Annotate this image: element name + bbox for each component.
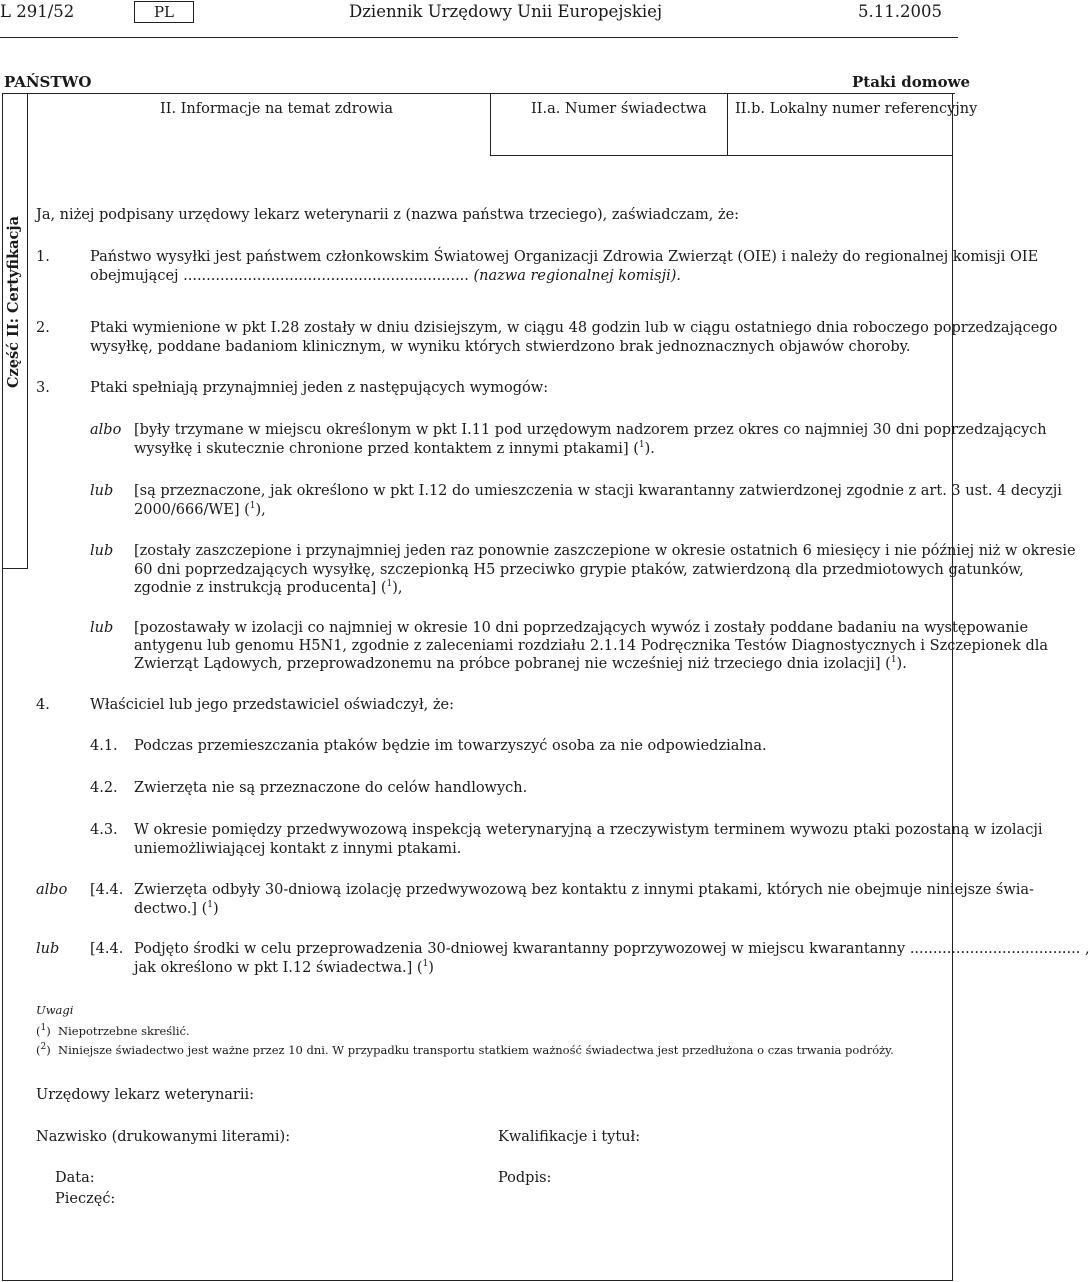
option-3-text: zgodnie z instrukcją producenta] ( (134, 580, 387, 596)
sub-4-4b-close: ) (428, 960, 434, 976)
option-1-line-1: [były trzymane w miejscu określonym w pkt I.11 pod urzędowym nadzorem przez okres co najmniej 30 dni poprzedzających (134, 422, 1047, 438)
item-1-number: 1. (36, 249, 50, 265)
option-3-label: lub (90, 543, 114, 559)
signature-field-label: Podpis: (498, 1170, 552, 1186)
note-1-marker: 1 (40, 1023, 47, 1034)
option-2-line-2 (134, 502, 266, 518)
item-3-line-1: Ptaki spełniają przynajmniej jeden z następujących wymogów: (90, 380, 549, 396)
footnote-ref: 1 (422, 959, 429, 970)
option-4-line-3 (134, 656, 907, 672)
page-reference: L 291/52 (0, 2, 75, 21)
item-1-line-1: Państwo wysyłki jest państwem członkowskim Światowej Organizacji Zdrowia Zwierząt (OIE) i należy do regionalnej komisji OIE (90, 249, 1039, 265)
sub-4-4b-line-2 (134, 960, 434, 976)
item-4-number: 4. (36, 697, 50, 713)
sub-4-4b-text: Podjęto środki w celu przeprowadzenia 30-dniowej kwarantanny poprzywozowej w miejscu kwarantanny (134, 941, 906, 957)
sub-4-4b-label: lub (36, 941, 60, 957)
sub-4-3-line-2: uniemożliwiającej kontakt z innymi ptakami. (134, 841, 462, 857)
option-3-line-2: 60 dni poprzedzających wysyłkę, szczepionką H5 przeciwko grypie ptaków, zatwierdzoną dla przedmiotowych gatunków, (134, 562, 1024, 578)
note-2-text: Niniejsze świadectwo jest ważne przez 10 dni. W przypadku transportu statkiem ważność świadectwa jest przedłużona o czas trwania podróży. (58, 1043, 894, 1057)
item-4-line-1: Właściciel lub jego przedstawiciel oświadczył, że: (90, 697, 454, 713)
publication-date: 5.11.2005 (858, 2, 942, 21)
sub-4-4b-line-1 (134, 941, 1090, 957)
notes-title: Uwagi (36, 1003, 74, 1017)
sub-4-4b-number: [4.4. (90, 941, 124, 957)
signature-title: Urzędowy lekarz weterynarii: (36, 1087, 255, 1103)
item-2-line-2: wysyłkę, poddane badaniom klinicznym, w wyniku których stwierdzono brak jednoznacznych objawów choroby. (90, 339, 911, 355)
item-1-blank-dots: .............................................................. (183, 268, 469, 284)
top-table-bottom (490, 155, 953, 156)
intro-statement: Ja, niżej podpisany urzędowy lekarz weterynarii z (nazwa państwa trzeciego), zaświadczam, że: (36, 207, 740, 223)
language-badge: PL (134, 1, 194, 23)
sub-4-4a-line-1: Zwierzęta odbyły 30-dniową izolację przedwywozową bez kontaktu z innymi ptakami, których nie obejmuje niniejsze świa- (134, 882, 1034, 898)
qualifications-field-label: Kwalifikacje i tytuł: (498, 1129, 641, 1145)
sub-4-4b-blank-dots: ..................................... , (909, 941, 1090, 957)
option-4-label: lub (90, 620, 114, 636)
option-1-text: wysyłkę i skutecznie chronione przed kontaktem z innymi ptakami] ( (134, 441, 639, 457)
option-1-close: ). (644, 441, 655, 457)
date-field-label: Data: (55, 1170, 95, 1186)
sub-4-2-text: Zwierzęta nie są przeznaczone do celów handlowych. (134, 780, 528, 796)
option-4-line-1: [pozostawały w izolacji co najmniej w okresie 10 dni poprzedzających wywóz i zostały poddane badaniu na występowanie (134, 620, 1029, 636)
option-2-close: ), (255, 502, 266, 518)
sub-4-3-number: 4.3. (90, 822, 118, 838)
item-1-suffix: (nazwa regionalnej komisji). (473, 268, 682, 284)
option-2-line-1: [są przeznaczone, jak określono w pkt I.12 do umieszczenia w stacji kwarantanny zatwierdzonej zgodnie z art. 3 ust. 4 decyzji (134, 483, 1062, 499)
stamp-field-label: Pieczęć: (55, 1191, 116, 1207)
sub-4-4a-number: [4.4. (90, 882, 124, 898)
col-divider-1 (490, 93, 491, 155)
sub-4-1-text: Podczas przemieszczania ptaków będzie im towarzyszyć osoba za nie odpowiedzialna. (134, 738, 767, 754)
side-column-bottom (2, 568, 28, 569)
country-label: PAŃSTWO (4, 73, 92, 91)
option-4-text: Zwierząt Lądowych, przeprowadzonemu na próbce pobranej nie wcześniej niż trzeciego dnia izolacji] ( (134, 656, 891, 672)
option-4-close: ). (896, 656, 907, 672)
sub-4-1-number: 4.1. (90, 738, 118, 754)
note-1-text: Niepotrzebne skreślić. (58, 1024, 190, 1038)
local-reference-heading: II.b. Lokalny numer referencyjny (735, 101, 978, 117)
name-field-label: Nazwisko (drukowanymi literami): (36, 1129, 291, 1145)
footnote-ref: 1 (638, 440, 645, 451)
option-2-label: lub (90, 483, 114, 499)
footnote-ref: 1 (890, 655, 897, 666)
sub-4-4a-line-2 (134, 901, 219, 917)
item-3-number: 3. (36, 380, 50, 396)
side-column-divider (27, 93, 28, 569)
option-1-line-2 (134, 441, 655, 457)
sub-4-4a-text: dectwo.] ( (134, 901, 208, 917)
sub-4-2-number: 4.2. (90, 780, 118, 796)
certificate-type: Ptaki domowe (852, 73, 971, 91)
option-3-line-3 (134, 580, 403, 596)
journal-title: Dziennik Urzędowy Unii Europejskiej (349, 2, 663, 21)
note-2-marker: 2 (40, 1042, 47, 1053)
note-1: ($^1$) Niepotrzebne skreślić. (36, 1023, 190, 1038)
footnote-ref: 1 (207, 900, 213, 911)
item-2-line-1: Ptaki wymienione w pkt I.28 zostały w dniu dzisiejszym, w ciągu 48 godzin lub w ciągu ostatniego dnia roboczego poprzedzającego (90, 320, 1058, 336)
option-4-line-2: antygenu lub genomu H5N1, zgodnie z zaleceniami rozdziału 2.1.14 Podręcznika Testów Diagnostycznych i Szczepionek dla (134, 638, 1049, 654)
note-2: ($^2$) Niniejsze świadectwo jest ważne przez 10 dni. W przypadku transportu statkiem ważność świadectwa jest przedłużona o czas trwania podróży. (36, 1042, 894, 1057)
option-3-line-1: [zostały zaszczepione i przynajmniej jeden raz ponownie zaszczepione w okresie ostatnich 6 miesięcy i nie później niż w okresie (134, 543, 1076, 559)
item-1-prefix: obejmującej (90, 268, 179, 284)
bottom-frame (2, 1280, 953, 1281)
footnote-ref: 1 (386, 579, 393, 590)
col-divider-2 (727, 93, 728, 155)
top-table-rule (2, 93, 955, 94)
left-frame (2, 93, 3, 1281)
option-2-text: 2000/666/WE] ( (134, 502, 250, 518)
option-1-label: albo (90, 422, 122, 438)
item-1-line-2 (90, 268, 681, 284)
header-rule (0, 37, 958, 38)
option-3-close: ), (392, 580, 403, 596)
item-2-number: 2. (36, 320, 50, 336)
sub-4-4b-text-2: jak określono w pkt I.12 świadectwa.] ( (134, 960, 423, 976)
certificate-number-heading: II.a. Numer świadectwa (531, 101, 707, 117)
health-info-heading: II. Informacje na temat zdrowia (160, 101, 394, 117)
part-two-label: Część II: Certyfikacja (5, 216, 22, 388)
sub-4-4a-label: albo (36, 882, 68, 898)
footnote-ref: 1 (249, 501, 256, 512)
sub-4-4a-close: ) (212, 901, 219, 917)
sub-4-3-line-1: W okresie pomiędzy przedwywozową inspekcją weterynaryjną a rzeczywistym terminem wywozu ptaki pozostaną w izolacji (134, 822, 1043, 838)
